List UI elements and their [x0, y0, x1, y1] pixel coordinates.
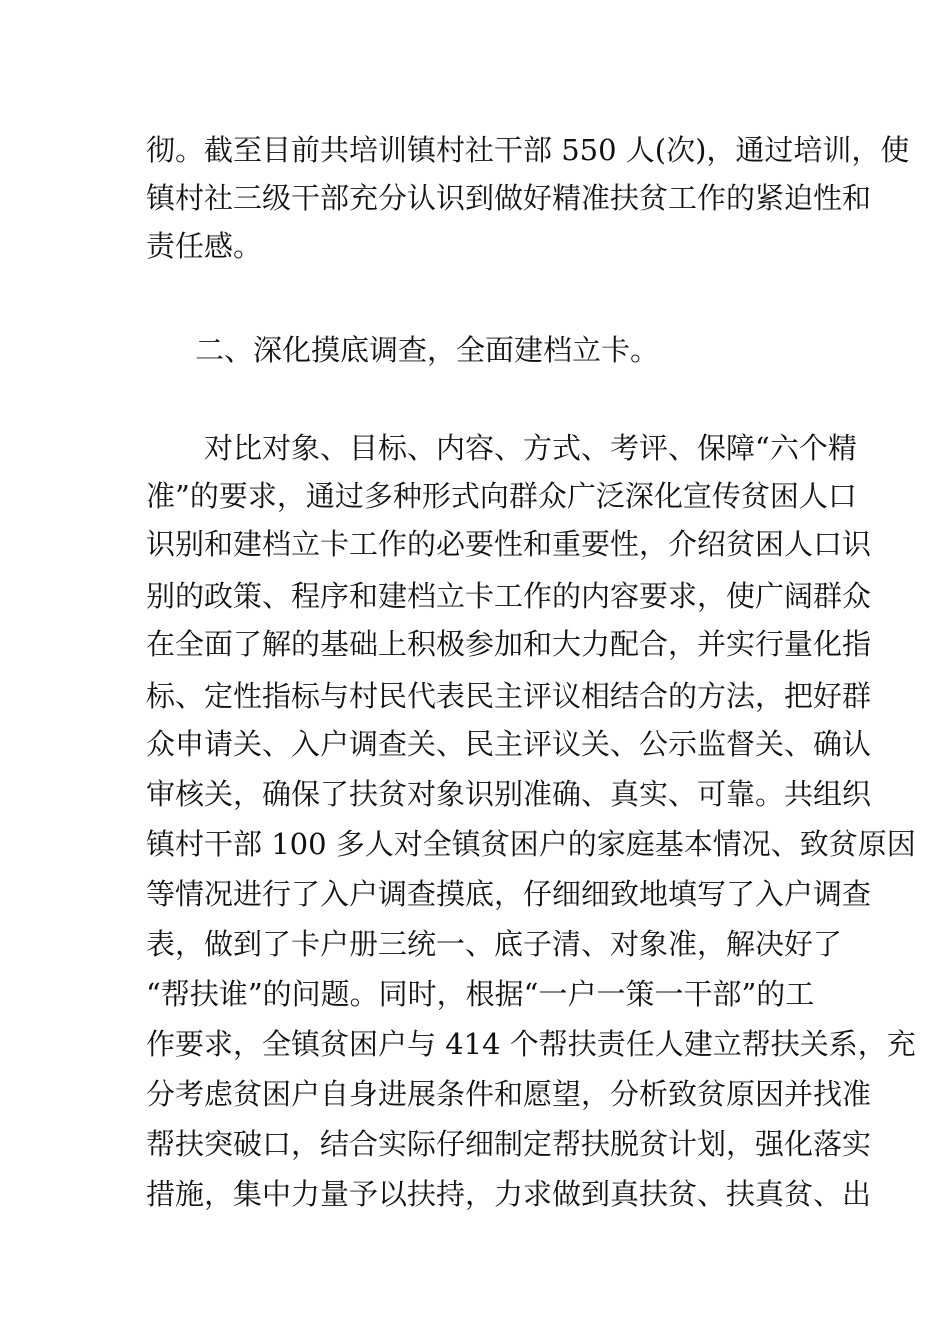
- paragraph-line: 镇村社三级干部充分认识到做好精准扶贫工作的紧迫性和: [146, 181, 872, 215]
- paragraph-line: 作要求，全镇贫困户与 414 个帮扶责任人建立帮扶关系，充: [146, 1027, 916, 1061]
- paragraph-line: 责任感。: [146, 229, 263, 263]
- paragraph-line: 分考虑贫困户自身进展条件和愿望，分析致贫原因并找准: [146, 1077, 872, 1111]
- paragraph-line: 镇村干部 100 多人对全镇贫困户的家庭基本情况、致贫原因: [146, 827, 916, 861]
- paragraph-line: 等情况进行了入户调查摸底，仔细细致地填写了入户调查: [146, 877, 872, 911]
- paragraph-line: 对比对象、目标、内容、方式、考评、保障“六个精: [204, 431, 857, 465]
- paragraph-line: 别的政策、程序和建档立卡工作的内容要求，使广阔群众: [146, 579, 872, 613]
- paragraph-line: 彻。截至目前共培训镇村社干部 550 人(次)，通过培训，使: [146, 133, 910, 167]
- paragraph-line: 识别和建档立卡工作的必要性和重要性，介绍贫困人口识: [146, 527, 872, 561]
- paragraph-line: “帮扶谁”的问题。同时，根据“一户一策一干部”的工: [146, 977, 815, 1011]
- paragraph-line: 审核关，确保了扶贫对象识别准确、真实、可靠。共组织: [146, 777, 872, 811]
- section-heading: 二、深化摸底调查，全面建档立卡。: [195, 333, 660, 367]
- paragraph-line: 在全面了解的基础上积极参加和大力配合，并实行量化指: [146, 627, 872, 661]
- paragraph-line: 表，做到了卡户册三统一、底子清、对象准，解决好了: [146, 927, 843, 961]
- paragraph-line: 准”的要求，通过多种形式向群众广泛深化宣传贫困人口: [146, 479, 857, 513]
- paragraph-line: 众申请关、入户调查关、民主评议关、公示监督关、确认: [146, 727, 872, 761]
- paragraph-line: 帮扶突破口，结合实际仔细制定帮扶脱贫计划，强化落实: [146, 1127, 872, 1161]
- paragraph-line: 标、定性指标与村民代表民主评议相结合的方法，把好群: [146, 679, 872, 713]
- paragraph-line: 措施，集中力量予以扶持，力求做到真扶贫、扶真贫、出: [146, 1177, 872, 1211]
